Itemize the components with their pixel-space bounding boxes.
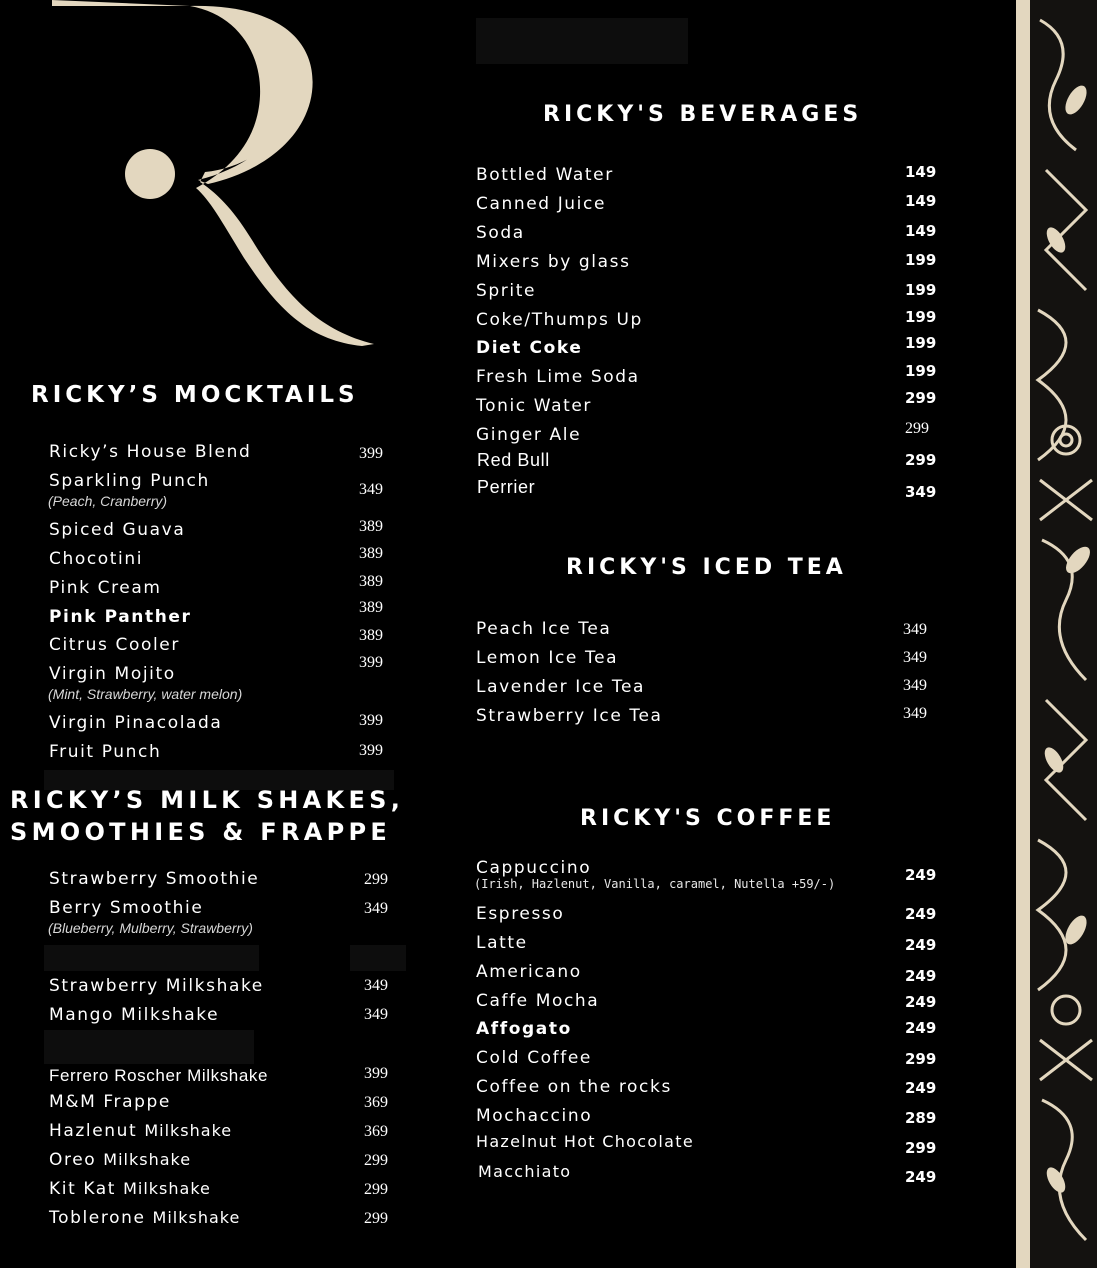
menu-item-price: 299 bbox=[364, 1181, 388, 1198]
redacted-patch bbox=[44, 945, 259, 971]
menu-item-price: 199 bbox=[905, 281, 937, 299]
menu-item-price: 249 bbox=[905, 1168, 937, 1186]
menu-item-note: (Peach, Cranberry) bbox=[48, 493, 168, 509]
redacted-patch bbox=[44, 1030, 254, 1064]
menu-item-name: Mochaccino bbox=[476, 1106, 593, 1126]
menu-item-price: 399 bbox=[359, 712, 383, 729]
menu-item-name: Perrier bbox=[477, 477, 536, 497]
menu-item-price: 199 bbox=[905, 362, 937, 380]
menu-item-price: 349 bbox=[364, 1006, 388, 1023]
menu-item-note: (Mint, Strawberry, water melon) bbox=[48, 686, 243, 702]
menu-item-price: 249 bbox=[905, 866, 937, 884]
redacted-patch bbox=[476, 18, 688, 64]
menu-item-price: 299 bbox=[364, 1210, 388, 1227]
menu-item-price: 349 bbox=[364, 977, 388, 994]
shakes-heading-line2: SMOOTHIES & FRAPPE bbox=[10, 818, 392, 846]
menu-item-price: 349 bbox=[359, 481, 383, 498]
menu-item-price: 249 bbox=[905, 967, 937, 985]
menu-item-price: 249 bbox=[905, 936, 937, 954]
menu-item-name: Ricky’s House Blend bbox=[49, 442, 252, 462]
menu-item-name: Coke/Thumps Up bbox=[476, 310, 643, 330]
menu-item-price: 199 bbox=[905, 308, 937, 326]
menu-item-price: 349 bbox=[903, 677, 927, 694]
menu-item-price: 149 bbox=[905, 192, 937, 210]
menu-item-name: Chocotini bbox=[49, 549, 144, 569]
menu-item-name-main: Oreo bbox=[49, 1150, 97, 1170]
menu-item-price: 389 bbox=[359, 599, 383, 616]
menu-item-price: 399 bbox=[359, 445, 383, 462]
menu-item-price: 369 bbox=[364, 1094, 388, 1111]
menu-item-name: Mango Milkshake bbox=[49, 1005, 220, 1025]
menu-item-name: M&M Frappe bbox=[49, 1092, 171, 1112]
menu-item-name: Peach Ice Tea bbox=[476, 619, 612, 639]
menu-item-name: Spiced Guava bbox=[49, 520, 186, 540]
menu-item-name: Red Bull bbox=[477, 450, 550, 470]
menu-item-name: Americano bbox=[476, 962, 582, 982]
iced-tea-heading: RICKY'S ICED TEA bbox=[566, 555, 847, 580]
menu-item-price: 349 bbox=[364, 900, 388, 917]
menu-item-name: Pink Cream bbox=[49, 578, 162, 598]
shakes-heading-line1: RICKY’S MILK SHAKES, bbox=[10, 786, 405, 814]
menu-item-price: 389 bbox=[359, 573, 383, 590]
menu-item-name: Lavender Ice Tea bbox=[476, 677, 646, 697]
menu-item-price: 299 bbox=[905, 420, 929, 437]
menu-item-name: Bottled Water bbox=[476, 165, 614, 185]
menu-item-price: 289 bbox=[905, 1109, 937, 1127]
menu-item-price: 149 bbox=[905, 222, 937, 240]
menu-item-name-main: Toblerone bbox=[49, 1208, 146, 1228]
menu-item-name bbox=[49, 1121, 232, 1141]
menu-item-price: 299 bbox=[905, 451, 937, 469]
menu-item-price: 389 bbox=[359, 545, 383, 562]
decorative-pattern-border bbox=[1016, 0, 1097, 1268]
menu-item-name: Hazelnut Hot Chocolate bbox=[476, 1132, 694, 1151]
menu-item-name: Citrus Cooler bbox=[49, 635, 180, 655]
menu-item-name: Canned Juice bbox=[476, 194, 607, 214]
menu-item-name-main: Kit Kat bbox=[49, 1179, 117, 1199]
menu-item-price: 349 bbox=[905, 483, 937, 501]
menu-item-price: 149 bbox=[905, 163, 937, 181]
menu-item-name: Mixers by glass bbox=[476, 252, 631, 272]
menu-item-price: 299 bbox=[905, 1050, 937, 1068]
menu-item-name-suffix: Milkshake bbox=[123, 1179, 211, 1198]
menu-item-price: 249 bbox=[905, 993, 937, 1011]
menu-item-name: Diet Coke bbox=[476, 338, 583, 358]
menu-item-name bbox=[49, 1208, 240, 1228]
beverages-heading: RICKY'S BEVERAGES bbox=[543, 102, 863, 127]
menu-item-name-main: Hazlenut bbox=[49, 1121, 138, 1141]
ricky-r-logo bbox=[40, 0, 400, 360]
menu-item-price: 389 bbox=[359, 627, 383, 644]
menu-item-name: Caffe Mocha bbox=[476, 991, 600, 1011]
menu-item-name: Fresh Lime Soda bbox=[476, 367, 640, 387]
menu-item-name bbox=[49, 1179, 211, 1199]
menu-item-price: 399 bbox=[359, 742, 383, 759]
mocktails-heading: RICKY’S MOCKTAILS bbox=[31, 382, 359, 408]
tribal-pattern-icon bbox=[1016, 0, 1097, 1268]
menu-item-name: Macchiato bbox=[478, 1162, 572, 1181]
menu-item-name: Ferrero Roscher Milkshake bbox=[49, 1066, 269, 1085]
menu-item-name: Virgin Mojito bbox=[49, 664, 176, 684]
menu-item-price: 249 bbox=[905, 905, 937, 923]
menu-item-name-suffix: Milkshake bbox=[144, 1121, 233, 1140]
menu-item-note: (Irish, Hazlenut, Vanilla, caramel, Nutella +59/-) bbox=[474, 877, 836, 891]
menu-item-name: Virgin Pinacolada bbox=[49, 713, 223, 733]
menu-item-name: Coffee on the rocks bbox=[476, 1077, 672, 1097]
menu-item-price: 249 bbox=[905, 1079, 937, 1097]
menu-item-name: Sparkling Punch bbox=[49, 471, 210, 491]
menu-item-name: Strawberry Smoothie bbox=[49, 869, 260, 889]
menu-item-name: Ginger Ale bbox=[476, 425, 582, 445]
menu-item-price: 249 bbox=[905, 1019, 937, 1037]
menu-item-name: Soda bbox=[476, 223, 525, 243]
menu-item-name: Affogato bbox=[476, 1019, 572, 1039]
coffee-heading: RICKY'S COFFEE bbox=[580, 806, 836, 831]
menu-item-price: 369 bbox=[364, 1123, 388, 1140]
menu-item-price: 349 bbox=[903, 621, 927, 638]
menu-item-name: Tonic Water bbox=[476, 396, 592, 416]
menu-item-note: (Blueberry, Mulberry, Strawberry) bbox=[48, 920, 253, 936]
menu-item-name: Sprite bbox=[476, 281, 537, 301]
menu-item-name: Berry Smoothie bbox=[49, 898, 204, 918]
menu-item-name bbox=[49, 1150, 191, 1170]
menu-item-name: Espresso bbox=[476, 904, 565, 924]
redacted-patch bbox=[350, 945, 406, 971]
menu-item-price: 299 bbox=[364, 871, 388, 888]
menu-item-name: Latte bbox=[476, 933, 528, 953]
menu-item-price: 389 bbox=[359, 518, 383, 535]
menu-item-price: 399 bbox=[359, 654, 383, 671]
menu-item-name: Lemon Ice Tea bbox=[476, 648, 619, 668]
menu-item-price: 299 bbox=[364, 1152, 388, 1169]
menu-item-price: 199 bbox=[905, 251, 937, 269]
menu-item-name: Cappuccino bbox=[476, 858, 592, 878]
menu-item-name-suffix: Milkshake bbox=[152, 1208, 241, 1227]
menu-item-name-suffix: Milkshake bbox=[103, 1150, 192, 1169]
menu-item-price: 399 bbox=[364, 1065, 388, 1082]
menu-item-price: 299 bbox=[905, 389, 937, 407]
menu-item-name: Pink Panther bbox=[49, 607, 192, 627]
menu-item-price: 199 bbox=[905, 334, 937, 352]
menu-item-name: Strawberry Milkshake bbox=[49, 976, 264, 996]
menu-item-price: 349 bbox=[903, 705, 927, 722]
menu-item-name: Cold Coffee bbox=[476, 1048, 592, 1068]
menu-item-price: 349 bbox=[903, 649, 927, 666]
menu-item-name: Strawberry Ice Tea bbox=[476, 706, 663, 726]
menu-item-name: Fruit Punch bbox=[49, 742, 162, 762]
menu-item-price: 299 bbox=[905, 1139, 937, 1157]
